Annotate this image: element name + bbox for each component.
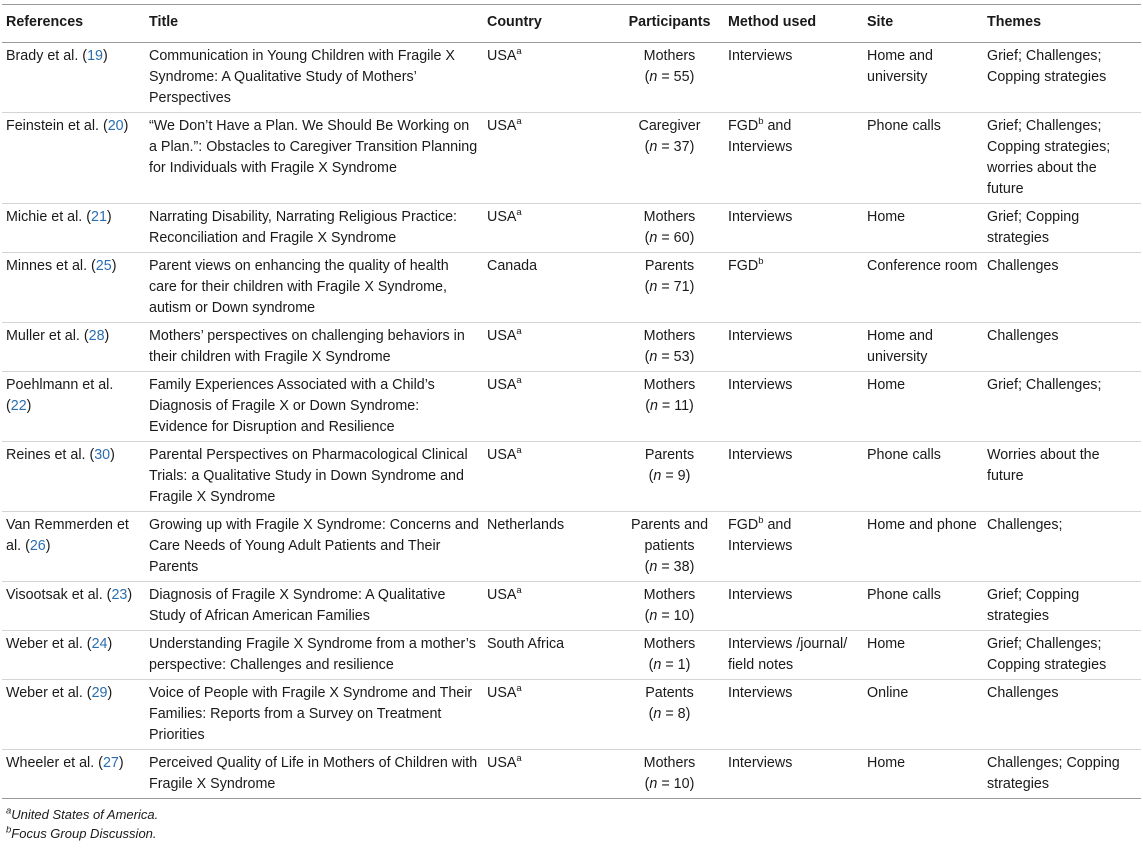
- cell-title: Growing up with Fragile X Syndrome: Concerns and Care Needs of Young Adult Patients and Their Parents: [145, 512, 483, 582]
- participant-count: [645, 279, 695, 295]
- method-text: Interviews: [728, 48, 793, 64]
- participant-count: [649, 468, 691, 484]
- participant-group: Mothers: [643, 209, 696, 225]
- participant-group: Mothers: [643, 587, 696, 603]
- cell-method: [724, 631, 863, 680]
- cell-site: Home and university: [863, 43, 983, 113]
- header-country: Country: [483, 5, 615, 43]
- method-text: Interviews: [728, 377, 793, 393]
- cell-themes: Grief; Challenges; Copping strategies; worries about the future: [983, 113, 1141, 204]
- n-value: = 60): [657, 230, 695, 246]
- cell-country: [483, 442, 615, 512]
- country-text: USA: [487, 209, 517, 225]
- country-text: USA: [487, 377, 517, 393]
- n-label: n: [649, 349, 658, 365]
- table-row: [2, 43, 1141, 113]
- citation-link[interactable]: 28: [88, 328, 105, 344]
- cell-themes: Challenges; Copping strategies: [983, 750, 1141, 799]
- cell-participants: [615, 323, 724, 372]
- cell-site: Home: [863, 204, 983, 253]
- cell-reference: [2, 323, 145, 372]
- participant-group: Parents and patients: [630, 517, 709, 554]
- participant-group: Mothers: [643, 328, 696, 344]
- author-text: Feinstein et al. (: [6, 118, 108, 134]
- author-text: Muller et al. (: [6, 328, 89, 344]
- cell-site: Home and university: [863, 323, 983, 372]
- cell-title: “We Don’t Have a Plan. We Should Be Working on a Plan.”: Obstacles to Caregiver Transition Planning for Individuals with Fragile X Syndrome: [145, 113, 483, 204]
- author-text: Minnes et al. (: [6, 258, 96, 274]
- table-body: [2, 43, 1141, 799]
- n-label: n: [653, 468, 662, 484]
- participant-count: [645, 139, 695, 155]
- participant-count: [645, 559, 695, 575]
- table-row: [2, 372, 1141, 442]
- cell-participants: [615, 204, 724, 253]
- footnote-text: Focus Group Discussion.: [11, 826, 157, 841]
- cell-title: Perceived Quality of Life in Mothers of Children with Fragile X Syndrome: [145, 750, 483, 799]
- participant-count: [649, 657, 691, 673]
- country-footnote-mark: a: [516, 683, 522, 695]
- cell-themes: Challenges;: [983, 512, 1141, 582]
- cell-method: [724, 582, 863, 631]
- n-label: n: [653, 657, 662, 673]
- paren-close: ): [111, 258, 117, 274]
- cell-participants: [615, 43, 724, 113]
- cell-title: Parental Perspectives on Pharmacological Clinical Trials: a Qualitative Study in Down Syndrome and Fragile X Syndrome: [145, 442, 483, 512]
- paren-close: ): [118, 755, 124, 771]
- participant-group: Parents: [644, 447, 695, 463]
- paren-open: (: [644, 608, 650, 624]
- participant-group: Parents: [644, 258, 695, 274]
- paren-open: (: [644, 230, 650, 246]
- cell-site: Home and phone: [863, 512, 983, 582]
- cell-themes: Grief; Copping strategies: [983, 582, 1141, 631]
- cell-method: [724, 43, 863, 113]
- citation-link[interactable]: 20: [107, 118, 124, 134]
- header-row: [2, 5, 1141, 43]
- cell-participants: [615, 372, 724, 442]
- cell-country: [483, 204, 615, 253]
- n-label: n: [649, 69, 658, 85]
- header-method: Method used: [724, 5, 863, 43]
- cell-reference: [2, 204, 145, 253]
- table-row: [2, 631, 1141, 680]
- cell-site: Home: [863, 631, 983, 680]
- method-footnote-mark: b: [758, 515, 764, 527]
- participant-count: [645, 230, 695, 246]
- paren-open: (: [644, 69, 650, 85]
- citation-link[interactable]: 23: [111, 587, 128, 603]
- cell-method: [724, 680, 863, 750]
- cell-country: [483, 372, 615, 442]
- cell-country: [483, 253, 615, 323]
- cell-country: [483, 680, 615, 750]
- table-row: [2, 512, 1141, 582]
- n-value: = 8): [661, 706, 691, 722]
- cell-method: [724, 113, 863, 204]
- author-text: Wheeler et al. (: [6, 755, 103, 771]
- participant-group: Mothers: [643, 48, 696, 64]
- citation-link[interactable]: 24: [91, 636, 108, 652]
- cell-country: [483, 631, 615, 680]
- cell-method: [724, 442, 863, 512]
- author-text: Reines et al. (: [6, 447, 95, 463]
- cell-site: Phone calls: [863, 442, 983, 512]
- cell-reference: [2, 442, 145, 512]
- cell-title: Mothers’ perspectives on challenging behaviors in their children with Fragile X Syndrome: [145, 323, 483, 372]
- cell-themes: Grief; Copping strategies: [983, 204, 1141, 253]
- cell-participants: [615, 253, 724, 323]
- cell-themes: Challenges: [983, 253, 1141, 323]
- paren-close: ): [102, 48, 108, 64]
- cell-method: [724, 372, 863, 442]
- method-text: FGD: [728, 118, 759, 134]
- paren-open: (: [648, 657, 654, 673]
- cell-method: [724, 253, 863, 323]
- cell-participants: [615, 631, 724, 680]
- footnote-text: United States of America.: [11, 807, 159, 822]
- cell-reference: [2, 253, 145, 323]
- footnotes: [2, 799, 1141, 843]
- cell-reference: [2, 582, 145, 631]
- cell-title: Parent views on enhancing the quality of health care for their children with Fragile X Syndrome, autism or Down syndrome: [145, 253, 483, 323]
- citation-link[interactable]: 21: [91, 209, 107, 225]
- cell-reference: [2, 512, 145, 582]
- cell-participants: [615, 750, 724, 799]
- table-row: [2, 323, 1141, 372]
- cell-country: [483, 750, 615, 799]
- citation-link[interactable]: 25: [95, 258, 112, 274]
- author-text: Michie et al. (: [6, 209, 92, 225]
- country-footnote-mark: a: [516, 326, 522, 338]
- cell-reference: [2, 372, 145, 442]
- method-footnote-mark: b: [758, 256, 764, 268]
- citation-link[interactable]: 26: [29, 538, 46, 554]
- cell-title: Narrating Disability, Narrating Religious Practice: Reconciliation and Fragile X Syndrome: [145, 204, 483, 253]
- method-text: Interviews: [728, 209, 793, 225]
- country-text: USA: [487, 447, 517, 463]
- author-text: Poehlmann et al. (: [6, 377, 114, 414]
- paren-close: ): [26, 398, 32, 414]
- paren-open: (: [644, 349, 650, 365]
- cell-participants: [615, 113, 724, 204]
- participant-group: Mothers: [643, 377, 696, 393]
- method-text: Interviews /journal/ field notes: [728, 636, 848, 673]
- paren-close: ): [110, 447, 115, 463]
- country-text: USA: [487, 587, 517, 603]
- country-text: USA: [487, 328, 517, 344]
- cell-participants: [615, 680, 724, 750]
- cell-title: Understanding Fragile X Syndrome from a mother’s perspective: Challenges and resilience: [145, 631, 483, 680]
- n-value: = 38): [657, 559, 695, 575]
- method-tail: and Interviews: [728, 517, 793, 554]
- citation-link[interactable]: 27: [102, 755, 119, 771]
- paren-open: (: [648, 468, 654, 484]
- cell-title: Diagnosis of Fragile X Syndrome: A Qualitative Study of African American Families: [145, 582, 483, 631]
- n-value: = 10): [657, 608, 695, 624]
- cell-site: Phone calls: [863, 113, 983, 204]
- paren-close: ): [127, 587, 133, 603]
- country-text: Canada: [487, 258, 538, 274]
- method-text: Interviews: [728, 328, 793, 344]
- cell-title: Communication in Young Children with Fragile X Syndrome: A Qualitative Study of Mothers’ Perspectives: [145, 43, 483, 113]
- cell-themes: Grief; Challenges;: [983, 372, 1141, 442]
- n-label: n: [653, 706, 662, 722]
- cell-method: [724, 204, 863, 253]
- header-references: References: [2, 5, 145, 43]
- country-footnote-mark: a: [516, 375, 522, 387]
- footnote-mark: a: [6, 805, 12, 817]
- cell-country: [483, 512, 615, 582]
- cell-reference: [2, 680, 145, 750]
- paren-open: (: [644, 559, 650, 575]
- cell-themes: Grief; Challenges; Copping strategies: [983, 43, 1141, 113]
- n-value: = 55): [657, 69, 695, 85]
- paren-close: ): [106, 209, 112, 225]
- cell-participants: [615, 442, 724, 512]
- cell-site: Phone calls: [863, 582, 983, 631]
- cell-method: [724, 323, 863, 372]
- n-value: = 1): [661, 657, 691, 673]
- paren-close: ): [107, 685, 113, 701]
- n-label: n: [649, 230, 658, 246]
- footnote-mark: b: [6, 824, 12, 836]
- n-label: n: [649, 279, 658, 295]
- participant-count: [649, 706, 691, 722]
- participant-count: [645, 398, 694, 414]
- country-text: USA: [487, 48, 517, 64]
- citation-link[interactable]: 29: [91, 685, 108, 701]
- paren-open: (: [644, 279, 650, 295]
- table-row: [2, 204, 1141, 253]
- participant-group: Patents: [645, 685, 694, 701]
- method-text: Interviews: [728, 755, 793, 771]
- cell-reference: [2, 113, 145, 204]
- table-row: [2, 442, 1141, 512]
- method-text: Interviews: [728, 447, 793, 463]
- header-title: Title: [145, 5, 483, 43]
- n-label: n: [649, 398, 658, 414]
- participant-group: Mothers: [643, 636, 696, 652]
- header-participants: Participants: [615, 5, 724, 43]
- author-text: Visootsak et al. (: [6, 587, 112, 603]
- country-footnote-mark: a: [516, 753, 522, 765]
- citation-link[interactable]: 30: [94, 447, 111, 463]
- cell-site: Conference room: [863, 253, 983, 323]
- participant-group: Mothers: [643, 755, 696, 771]
- cell-participants: [615, 582, 724, 631]
- method-text: FGD: [728, 517, 759, 533]
- country-text: Netherlands: [487, 517, 565, 533]
- cell-participants: [615, 512, 724, 582]
- method-tail: and Interviews: [728, 118, 793, 155]
- country-footnote-mark: a: [516, 116, 522, 128]
- cell-method: [724, 512, 863, 582]
- participant-count: [645, 776, 695, 792]
- n-label: n: [649, 608, 658, 624]
- country-footnote-mark: a: [516, 207, 522, 219]
- n-value: = 71): [657, 279, 695, 295]
- table-row: [2, 750, 1141, 799]
- paren-close: ): [104, 328, 110, 344]
- header-site: Site: [863, 5, 983, 43]
- cell-country: [483, 323, 615, 372]
- country-text: South Africa: [487, 636, 565, 652]
- author-text: Brady et al. (: [6, 48, 88, 64]
- table-row: [2, 582, 1141, 631]
- header-themes: Themes: [983, 5, 1141, 43]
- paren-open: (: [644, 776, 650, 792]
- country-footnote-mark: a: [516, 585, 522, 597]
- citation-link[interactable]: 19: [87, 48, 103, 64]
- n-value: = 37): [657, 139, 695, 155]
- cell-method: [724, 750, 863, 799]
- participant-count: [645, 608, 695, 624]
- country-footnote-mark: a: [516, 445, 522, 457]
- author-text: Weber et al. (: [6, 636, 92, 652]
- paren-close: ): [123, 118, 129, 134]
- paren-open: (: [644, 139, 650, 155]
- author-text: Van Remmerden et al. (: [6, 517, 129, 554]
- n-label: n: [649, 776, 658, 792]
- n-value: = 10): [657, 776, 695, 792]
- paren-open: (: [645, 398, 650, 414]
- table-row: [2, 253, 1141, 323]
- cell-themes: Challenges: [983, 323, 1141, 372]
- country-text: USA: [487, 755, 517, 771]
- footnote-a: [6, 805, 1137, 824]
- cell-reference: [2, 631, 145, 680]
- cell-site: Online: [863, 680, 983, 750]
- participant-count: [645, 69, 695, 85]
- author-text: Weber et al. (: [6, 685, 92, 701]
- n-label: n: [649, 139, 658, 155]
- cell-site: Home: [863, 372, 983, 442]
- paren-close: ): [45, 538, 51, 554]
- cell-reference: [2, 750, 145, 799]
- cell-themes: Worries about the future: [983, 442, 1141, 512]
- participant-count: [645, 349, 695, 365]
- cell-themes: Grief; Challenges; Copping strategies: [983, 631, 1141, 680]
- references-table: [2, 4, 1141, 799]
- table-row: [2, 113, 1141, 204]
- cell-themes: Challenges: [983, 680, 1141, 750]
- cell-reference: [2, 43, 145, 113]
- cell-title: Family Experiences Associated with a Child’s Diagnosis of Fragile X or Down Syndrome: Evidence for Disruption and Resilience: [145, 372, 483, 442]
- n-value: = 9): [661, 468, 691, 484]
- country-footnote-mark: a: [516, 46, 522, 58]
- n-label: n: [649, 559, 658, 575]
- cell-country: [483, 43, 615, 113]
- country-text: USA: [487, 685, 517, 701]
- cell-country: [483, 113, 615, 204]
- method-text: FGD: [728, 258, 759, 274]
- footnote-b: [6, 824, 1137, 843]
- n-value: = 53): [657, 349, 695, 365]
- country-text: USA: [487, 118, 517, 134]
- paren-open: (: [648, 706, 654, 722]
- cell-title: Voice of People with Fragile X Syndrome and Their Families: Reports from a Survey on Treatment Priorities: [145, 680, 483, 750]
- method-footnote-mark: b: [758, 116, 764, 128]
- method-text: Interviews: [728, 587, 793, 603]
- n-value: = 11): [657, 398, 694, 414]
- table-row: [2, 680, 1141, 750]
- method-text: Interviews: [728, 685, 793, 701]
- participant-group: Caregiver: [638, 118, 701, 134]
- cell-site: Home: [863, 750, 983, 799]
- cell-country: [483, 582, 615, 631]
- citation-link[interactable]: 22: [10, 398, 27, 414]
- paren-close: ): [107, 636, 113, 652]
